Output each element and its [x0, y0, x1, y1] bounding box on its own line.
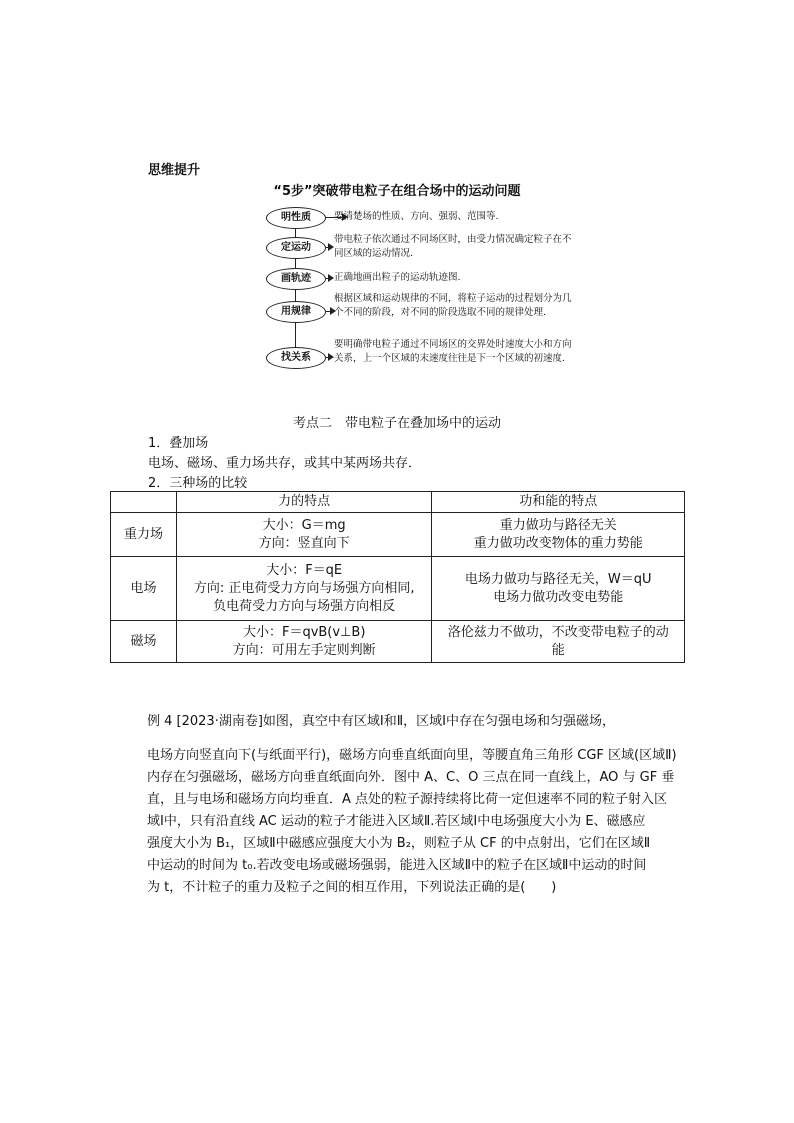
energy-line: 电场力做功与路径无关，W＝qU	[464, 571, 652, 587]
field-name-cell: 磁场	[111, 621, 177, 663]
example-line: 直，且与电场和磁场方向均垂直．A 点处的粒子源持续将比荷一定但速率不同的粒子射入区	[147, 792, 668, 807]
table-row	[111, 513, 685, 557]
force-line: 负电荷受力方向与场强方向相反	[213, 598, 396, 614]
field-name-cell: 重力场	[111, 513, 177, 557]
item-2-title: 2．三种场的比较	[148, 476, 248, 491]
item-1-title: 1．叠加场	[148, 436, 209, 451]
energy-line: 重力做功改变物体的重力势能	[473, 535, 643, 551]
force-line: 方向：可用左手定则判断	[232, 642, 376, 658]
item-1-text: 电场、磁场、重力场共存，或其中某两场共存．	[148, 456, 422, 471]
example-line: 为 t，不计粒子的重力及粒子之间的相互作用，下列说法正确的是( )	[147, 880, 557, 895]
example-line: 电场方向竖直向下(与纸面平行)，磁场方向垂直纸面向里，等腰直角三角形 CGF 区域(区域Ⅱ)	[147, 748, 677, 763]
energy-cell	[432, 513, 685, 557]
step-oval-5: 找关系	[266, 347, 326, 369]
step-oval-4: 用规律	[266, 301, 326, 323]
example-first-line: 例 4 [2023·湖南卷]如图，真空中有区域Ⅰ和Ⅱ，区域Ⅰ中存在匀强电场和匀强磁场，	[147, 714, 615, 729]
step-desc-1: 要清楚场的性质、方向、强弱、范围等.	[334, 211, 499, 222]
section-heading: 思维提升	[148, 163, 201, 178]
force-line: 大小：G＝mg	[262, 517, 346, 533]
flow-connector	[295, 228, 296, 237]
step-desc-5: 要明确带电粒子通过不同场区的交界处时速度大小和方向关系，上一个区域的末速度往往是下一个区域的初速度.	[334, 339, 572, 364]
energy-cell	[432, 557, 685, 621]
step-oval-2: 定运动	[266, 237, 326, 259]
force-line: 大小：F＝qE	[266, 562, 343, 578]
table-header-cell	[111, 492, 177, 513]
flow-connector	[295, 258, 296, 268]
field-name-cell: 电场	[111, 557, 177, 621]
energy-line: 洛伦兹力不做功，不改变带电粒子的动	[447, 624, 669, 640]
energy-line: 重力做功与路径无关	[499, 517, 617, 533]
field-comparison-table	[110, 491, 685, 663]
force-line: 方向: 正电荷受力方向与场强方向相同,	[193, 580, 415, 596]
section-title: 考点二 带电粒子在叠加场中的运动	[292, 416, 501, 431]
energy-line: 能	[551, 642, 565, 658]
step-desc-4: 根据区域和运动规律的不同，将粒子运动的过程划分为几个不同的阶段，对不同的阶段选取不同的规律处理.	[334, 293, 572, 318]
force-cell	[176, 557, 432, 621]
force-line: 大小：F＝qvB(v⊥B)	[242, 624, 366, 640]
force-cell	[176, 621, 432, 663]
example-body	[147, 745, 687, 899]
table-header-cell: 力的特点	[176, 492, 432, 513]
table-header-cell: 功和能的特点	[432, 492, 685, 513]
flow-connector	[295, 322, 296, 347]
table-row	[111, 621, 685, 663]
table-row	[111, 557, 685, 621]
example-line: 域Ⅰ中，只有沿直线 AC 运动的粒子才能进入区域Ⅱ.若区域Ⅰ中电场强度大小为 E、磁感应	[147, 814, 646, 829]
step-oval-1: 明性质	[266, 207, 326, 229]
force-cell	[176, 513, 432, 557]
step-oval-3: 画轨迹	[266, 268, 326, 290]
flowchart-title: “5步”突破带电粒子在组合场中的运动问题	[273, 184, 521, 199]
energy-cell	[432, 621, 685, 663]
table-header-row	[111, 492, 685, 513]
five-step-flowchart	[262, 200, 582, 382]
example-line: 内存在匀强磁场，磁场方向垂直纸面向外．图中 A、C、O 三点在同一直线上，AO 与 GF 垂	[147, 770, 675, 785]
example-line: 中运动的时间为 t₀.若改变电场或磁场强弱，能进入区域Ⅱ中的粒子在区域Ⅱ中运动的时间	[147, 858, 647, 873]
flow-connector	[295, 289, 296, 301]
energy-line: 电场力做功改变电势能	[493, 589, 624, 605]
example-line: 强度大小为 B₁，区域Ⅱ中磁感应强度大小为 B₂，则粒子从 CF 的中点射出，它们在区域Ⅱ	[147, 836, 651, 851]
step-desc-2: 带电粒子依次通过不同场区时，由受力情况确定粒子在不同区域的运动情况.	[334, 234, 572, 259]
step-desc-3: 正确地画出粒子的运动轨迹图.	[334, 272, 461, 283]
force-line: 方向：竖直向下	[258, 535, 350, 551]
